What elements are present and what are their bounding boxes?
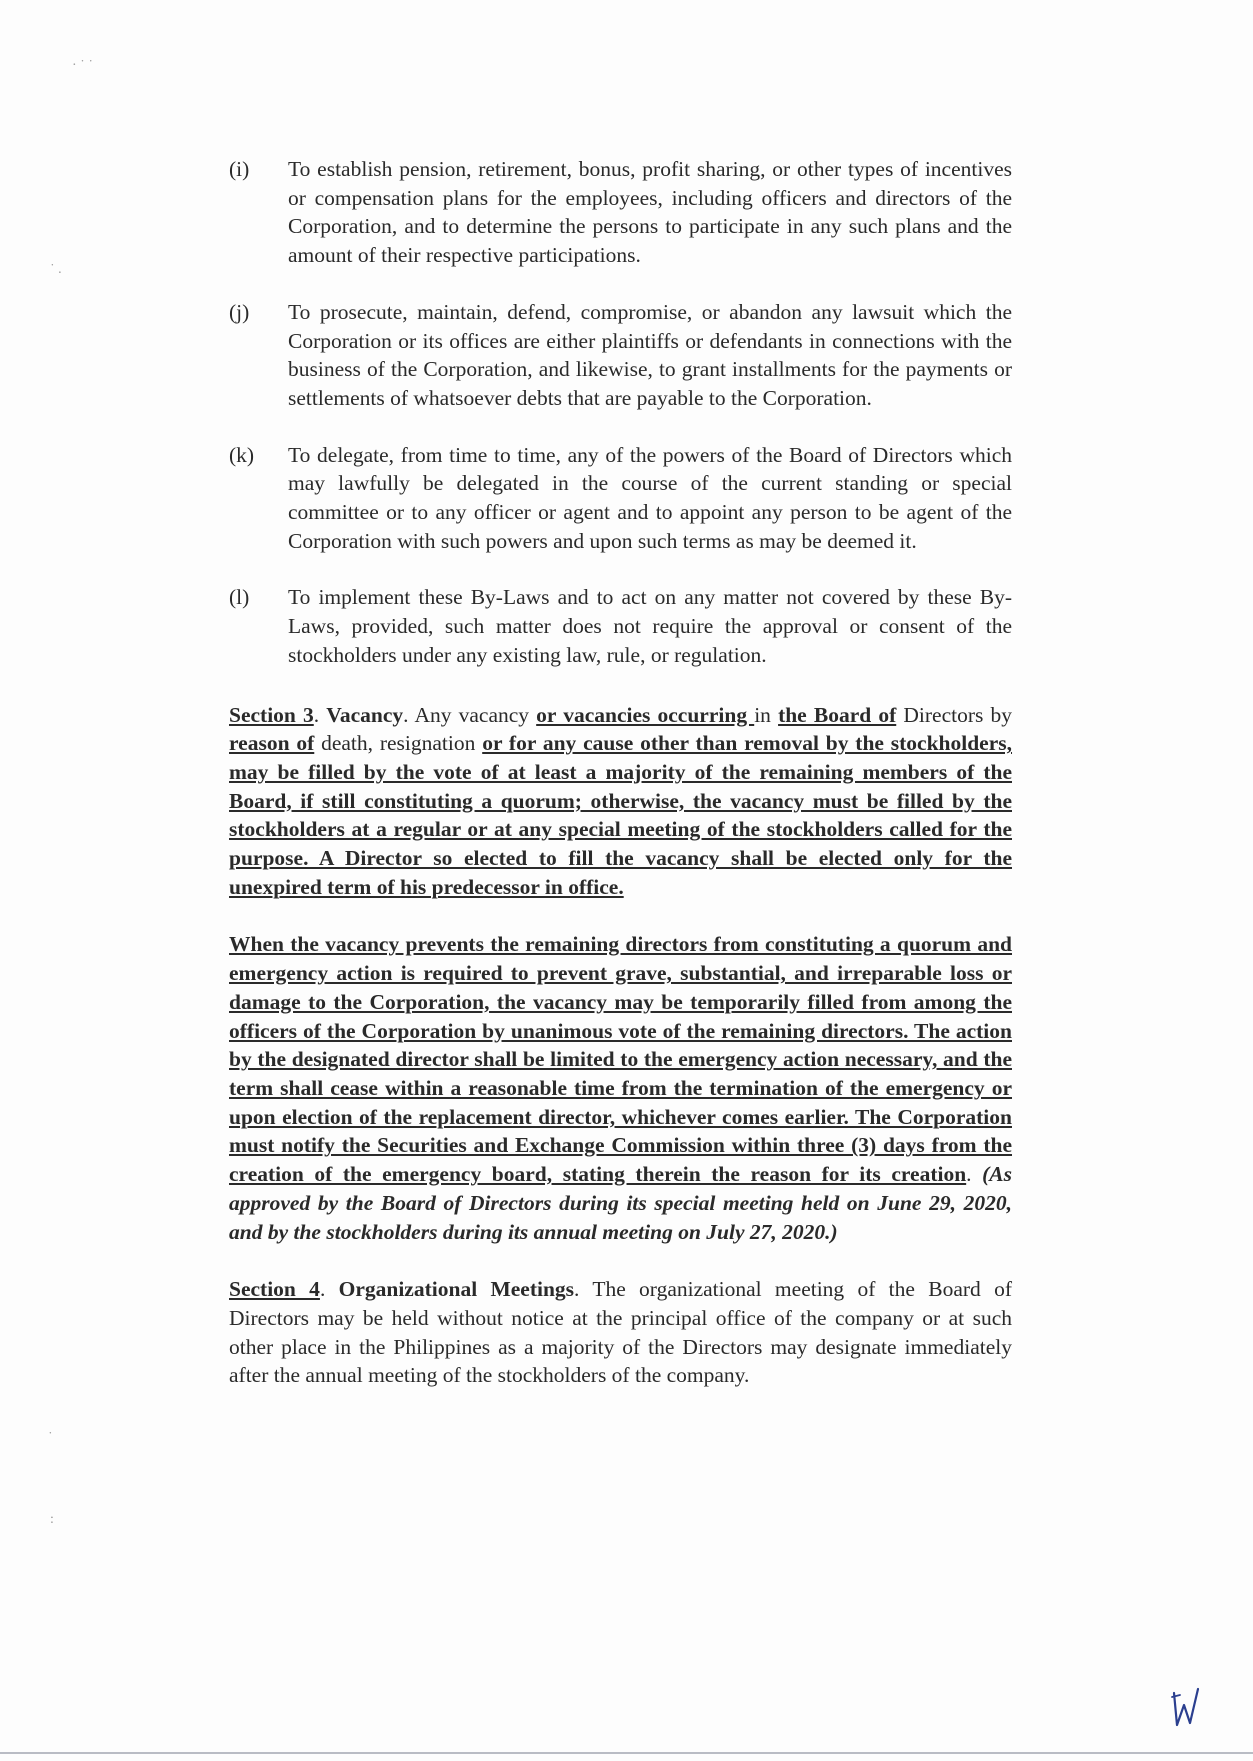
scan-speck: ˙ . xyxy=(50,262,62,277)
scan-speck: ˙ xyxy=(48,1430,53,1445)
list-item-label: (k) xyxy=(229,442,255,467)
section-3-text: death, resignation xyxy=(314,731,483,756)
emergency-vacancy-paragraph xyxy=(229,930,1012,1246)
scan-speck: · ˙ ˙ xyxy=(72,58,93,73)
list-item-text: To prosecute, maintain, defend, compromise, or abandon any lawsuit which the Corporation or its offices are either plaintiffs or defendants in connections with the business of the Corporation, and likewise, to grant installments for the payments or settlements of whatsoever debts that are payable to the Corporation. xyxy=(288,299,1012,410)
section-3-amendment: reason of xyxy=(229,731,315,756)
list-item xyxy=(229,298,1012,413)
section-3-amendment: or for any cause other than removal by the stockholders, may be filled by the vote of at least a majority of the remaining members of the Board, if still constituting a quorum; otherwise, the vacancy must be filled by the stockholders at a regular or at any special meeting of the stockholders called for the purpose. A Director so elected to fill the vacancy shall be elected only for the unexpired term of his predecessor in office. xyxy=(229,731,1013,899)
list-item-label: (l) xyxy=(229,585,250,610)
handwritten-initials xyxy=(1168,1683,1208,1731)
list-item-label: (i) xyxy=(229,157,250,181)
approval-note: (As approved by the Board of Directors during its special meeting held on June 29, 2020, and by the stockholders during its annual meeting on July 27, 2020.) xyxy=(229,1162,1013,1244)
scan-speck: : xyxy=(50,1512,54,1527)
section-3-text: Directors by xyxy=(896,702,1012,727)
section-4-title: Organizational Meetings xyxy=(338,1277,575,1302)
heading-separator: . xyxy=(319,1277,339,1302)
section-3-heading: Section 3 xyxy=(229,702,314,727)
section-3-vacancy xyxy=(229,701,1012,902)
list-item xyxy=(229,155,1012,270)
section-3-title: Vacancy xyxy=(326,702,404,727)
list-item-label: (j) xyxy=(229,299,250,324)
list-item-text: To establish pension, retirement, bonus, profit sharing, or other types of incentives or compensation plans for the employees, including officers and directors of the Corporation, and to determine the persons to participate in any such plans and the amount of their respective participations. xyxy=(288,157,1012,268)
document-body xyxy=(229,155,1012,1419)
list-item xyxy=(229,583,1012,669)
heading-separator: . xyxy=(313,702,327,727)
list-item-text: To delegate, from time to time, any of the powers of the Board of Directors which may lawfully be delegated in the course of the current standing or special committee or to any officer or agent and to appoint any person to be agent of the Corporation with such powers and upon such terms as may be deemed it. xyxy=(288,442,1012,553)
emergency-amendment: When the vacancy prevents the remaining directors from constituting a quorum and emergency action is required to prevent grave, substantial, and irreparable loss or damage to the Corporation, the vacancy may be temporarily filled from among the officers of the Corporation by unanimous vote of the remaining directors. The action by the designated director shall be limited to the emergency action necessary, and the term shall cease within a reasonable time from the termination of the emergency or upon election of the replacement director, whichever comes earlier. The Corporation must notify the Securities and Exchange Commission within three (3) days from the creation of the emergency board, stating therein the reason for its creation xyxy=(229,932,1012,1187)
list-item-text: To implement these By-Laws and to act on any matter not covered by these By-Laws, provided, such matter does not require the approval or consent of the stockholders under any existing law, rule, or regulation. xyxy=(288,585,1012,667)
section-3-amendment: or vacancies occurring xyxy=(536,702,755,727)
scan-edge-line xyxy=(0,1752,1253,1754)
section-4-text: . The organizational meeting of the Board of Directors may be held without notice at the principal office of the company or at such other place in the Philippines as a majority of the Directors may designate immediately after the annual meeting of the stockholders of the company. xyxy=(229,1277,1012,1388)
section-3-amendment: the Board of xyxy=(778,702,897,727)
section-3-text: . Any vacancy xyxy=(403,702,537,727)
section-3-text: in xyxy=(754,702,779,727)
section-4-organizational-meetings xyxy=(229,1275,1012,1390)
list-item xyxy=(229,441,1012,556)
section-4-heading: Section 4 xyxy=(229,1277,320,1302)
sentence-end: . xyxy=(966,1162,983,1187)
